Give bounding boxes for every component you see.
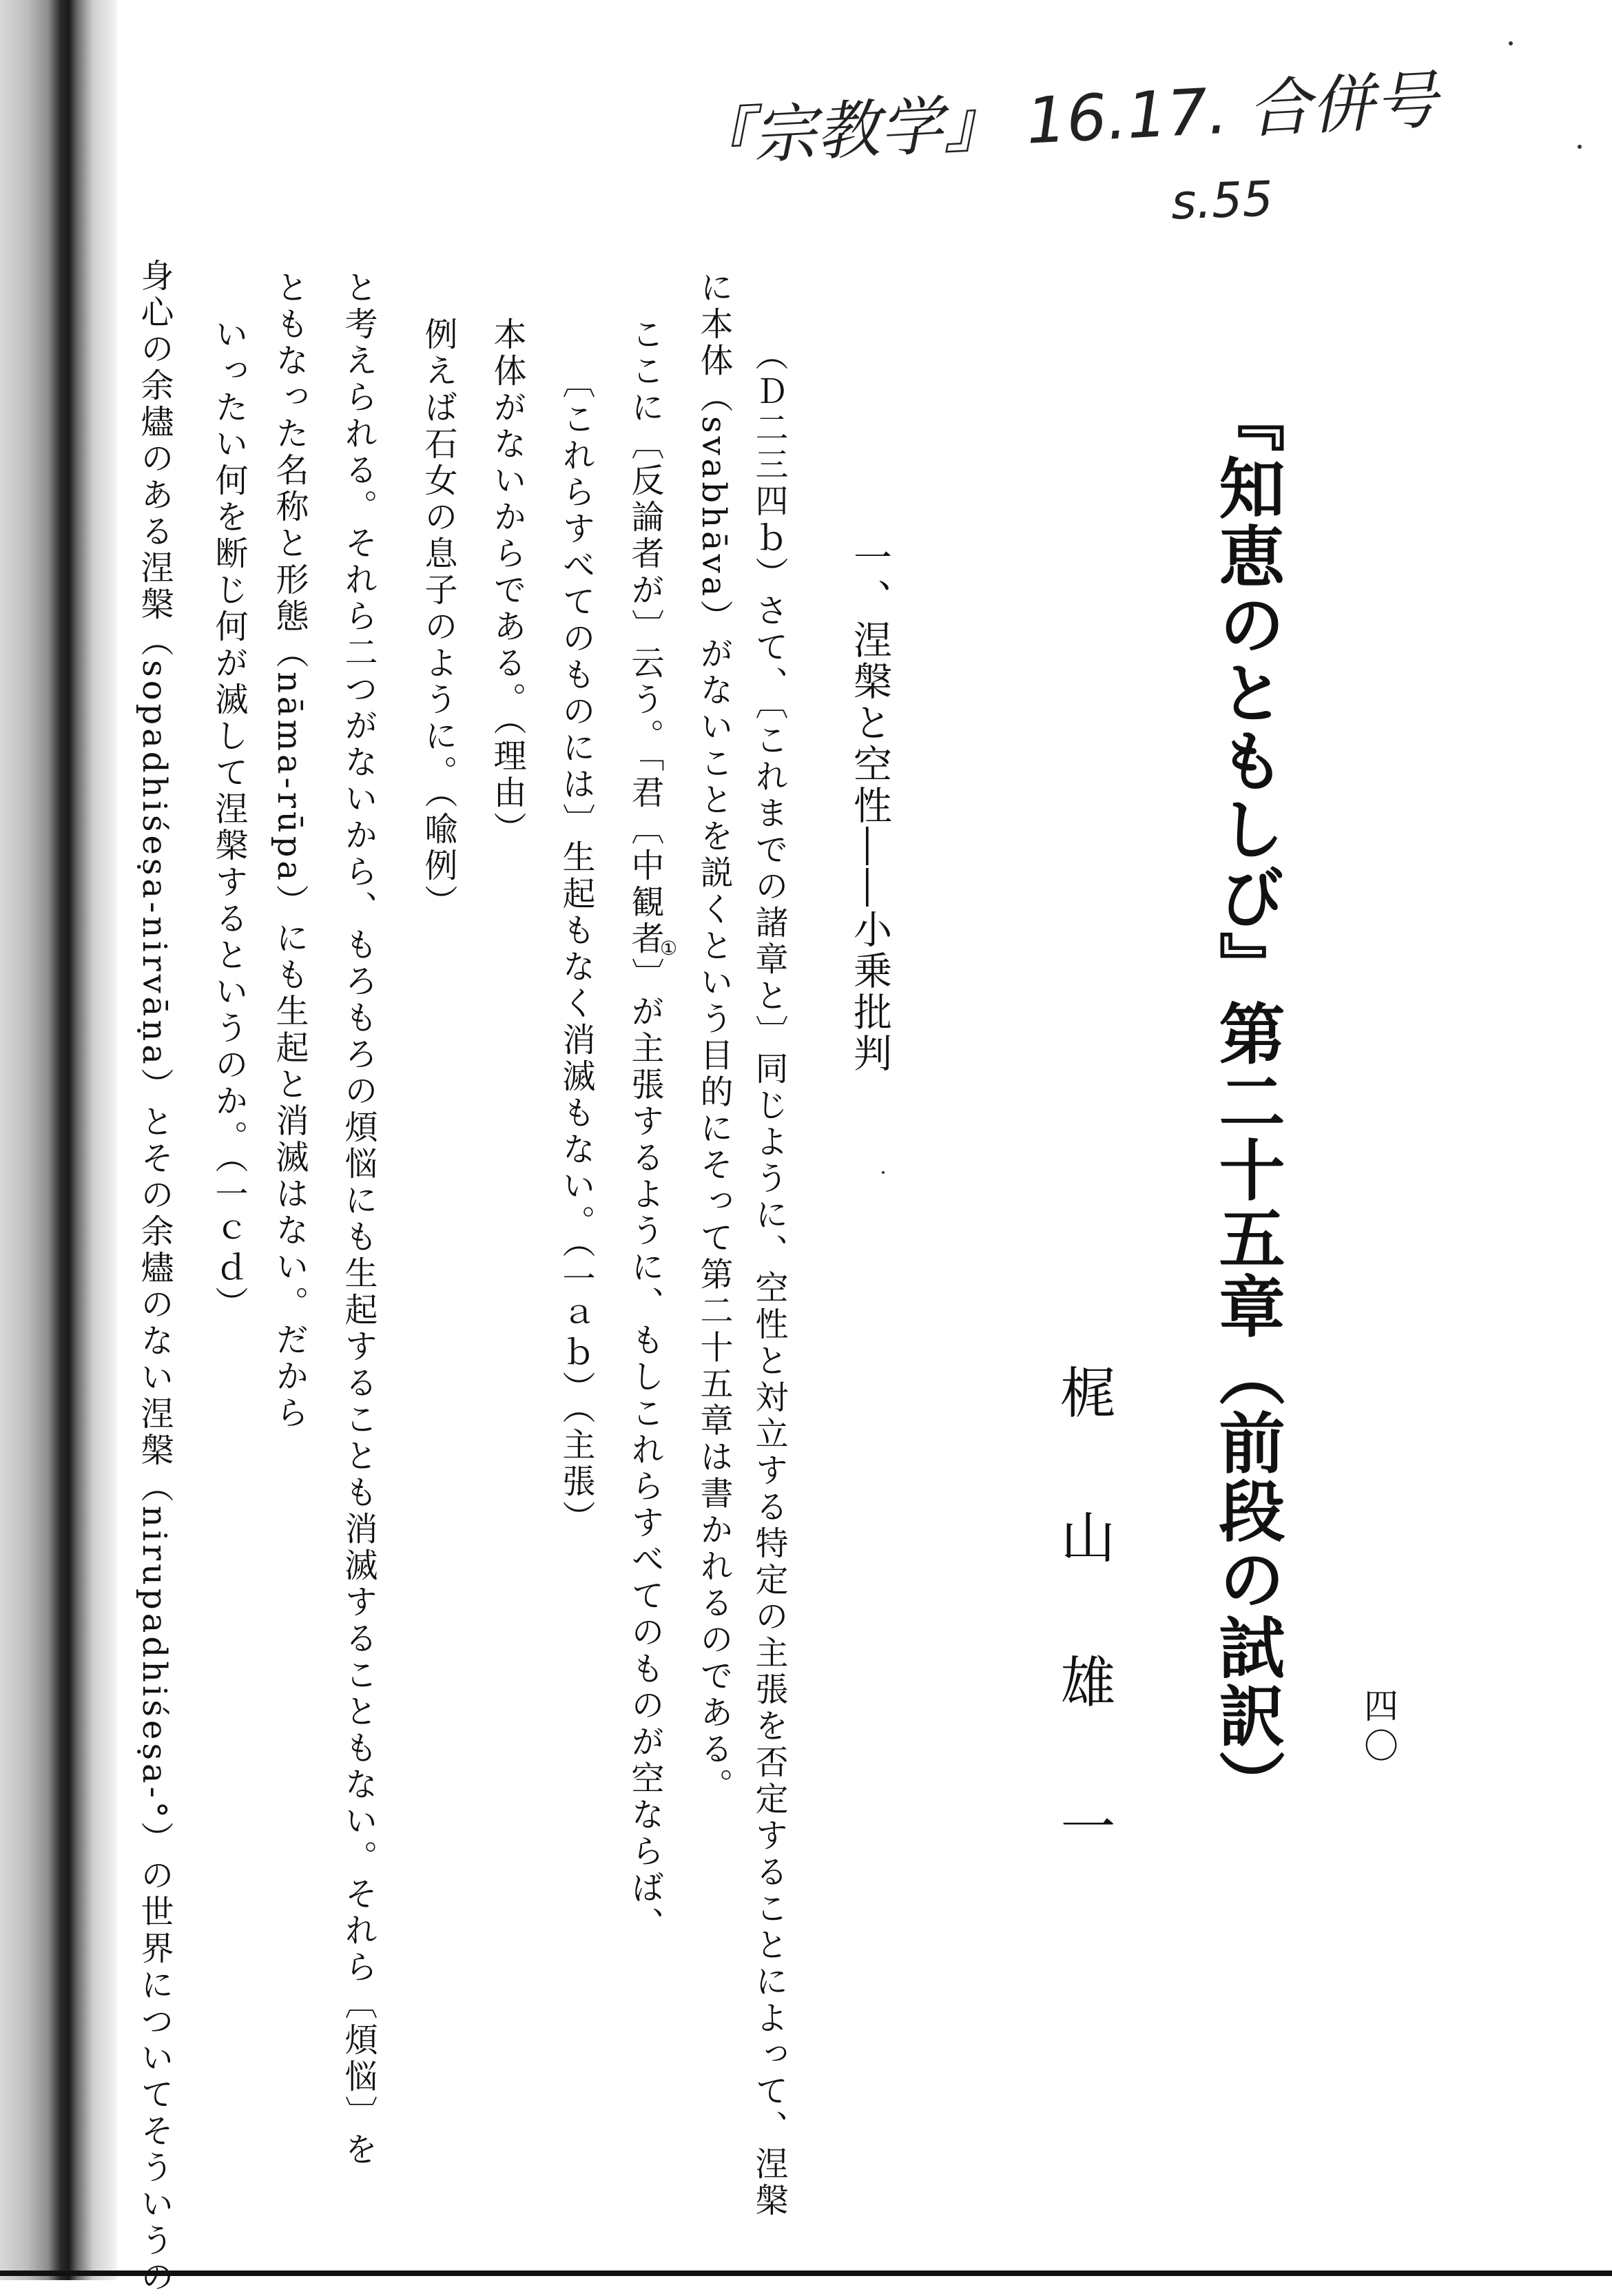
body-line: 身心の余燼のある涅槃（sopadhiśeṣa-nirvāṇa）とその余燼のない涅槃（nirupadhiśeṣa-°）の世界についてそういうの xyxy=(135,258,174,2296)
body-line: 〔これらすべてのものには〕生起もなく消滅もない。（一ａｂ）（主張） xyxy=(557,365,595,1537)
handwritten-note: 『宗教学』 16.17. 合併号 xyxy=(688,63,1440,176)
handwritten-page-ref: s.55 xyxy=(1170,170,1274,231)
scan-speck xyxy=(1509,41,1513,45)
body-line: 本体がないからである。（理由） xyxy=(488,317,526,848)
article-title: 『知恵のともしび』第二十五章（前段の試訳） xyxy=(1208,386,1286,1818)
body-line: ここに〔反論者が〕云う。「君〔中観者〕が主張するように、もしこれらすべてのものが空ならば、 xyxy=(626,317,664,1943)
body-line: に本体（svabhāva）がないことを説くという目的にそって第二十五章は書かれるのである。 xyxy=(694,270,733,1805)
scan-speck xyxy=(1578,145,1582,149)
body-line: ともなった名称と形態（nāma-rūpa）にも生起と消滅はない。だから xyxy=(270,270,309,1432)
body-line: （Ｄ二三四ｂ）さて、〔これまでの諸章と〕同じように、空性と対立する特定の主張を否定することによって、涅槃 xyxy=(750,338,788,2220)
binding-shadow xyxy=(0,0,117,2280)
body-line: と考えられる。それら二つがないから、もろもろの煩悩にも生起することも消滅することもない。それら〔煩悩〕を xyxy=(339,270,378,2169)
scan-edge xyxy=(0,2271,1612,2276)
footnote-marker: ① xyxy=(660,937,678,960)
author-name: 梶山雄一 xyxy=(1051,1364,1115,1943)
body-line: 例えば石女の息子のように。（喩例） xyxy=(419,317,457,921)
scan-speck xyxy=(882,1171,885,1174)
section-heading: 一、涅槃と空性――小乗批判 xyxy=(847,537,892,1075)
page-number: 四〇 xyxy=(1358,1688,1398,1768)
body-line: いったい何を断じ何が滅して涅槃するというのか。（一ｃｄ） xyxy=(209,317,248,1323)
